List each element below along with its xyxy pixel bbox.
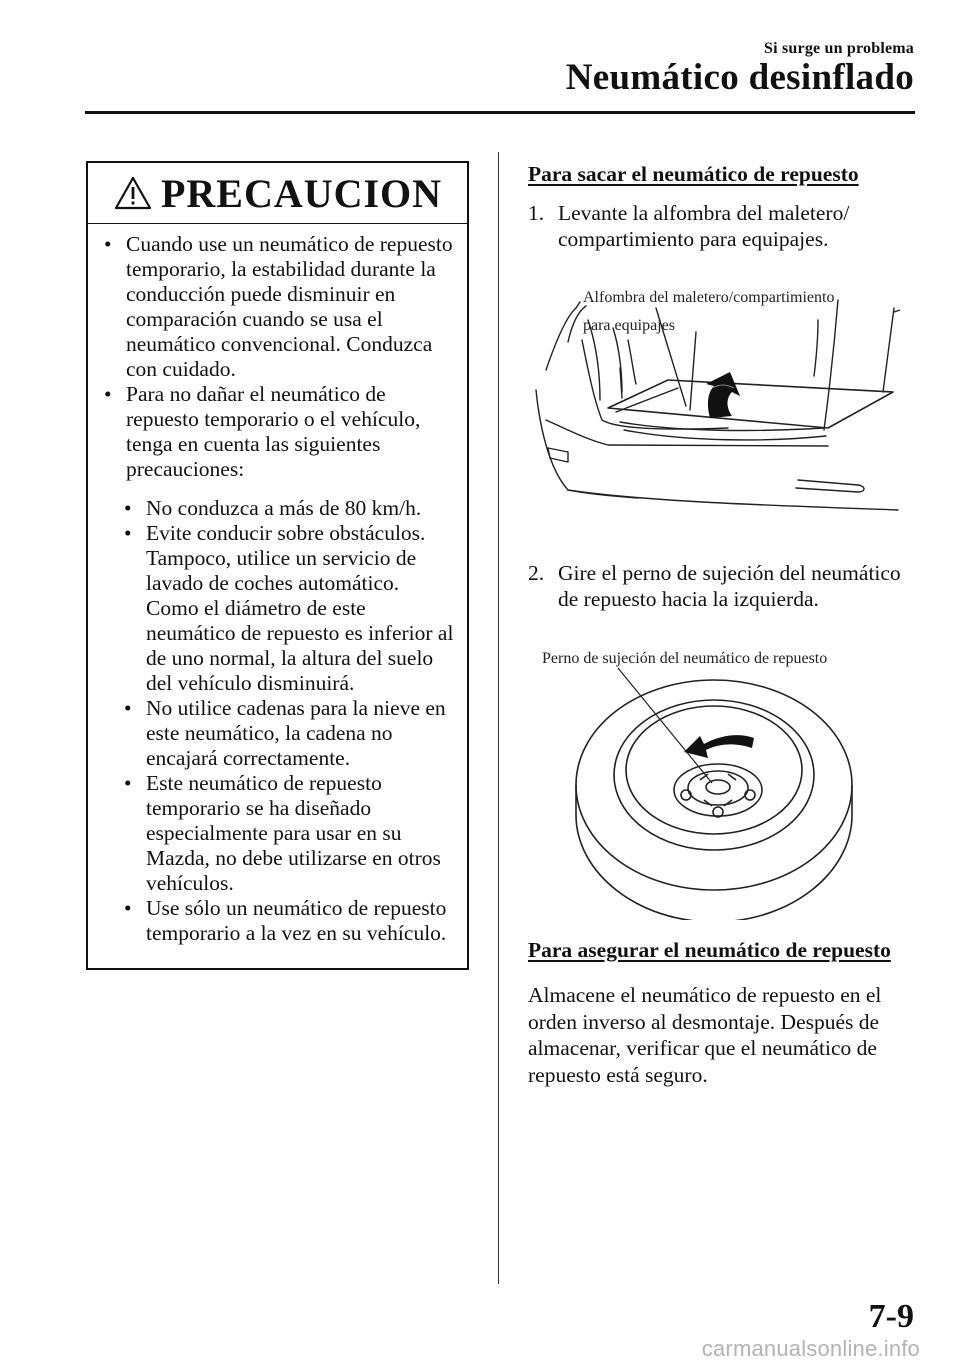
warning-sub-bullet-list [104, 496, 457, 946]
page-number: 7-9 [868, 1298, 914, 1335]
warning-body [88, 224, 467, 946]
spare-tire-illustration [528, 640, 908, 920]
warning-sub-bullet: • Evite conducir sobre obstáculos. Tampoco, utilice un servicio de lavado de coches automático. Como el diámetro de este neumático de repuesto es inferior al de uno normal, la altura del suelo del vehículo disminuirá. [124, 521, 454, 695]
step-1 [528, 200, 923, 252]
bolt-callout: Perno de sujeción del neumático de repuesto [542, 650, 828, 667]
section-label: Si surge un problema [764, 40, 914, 57]
warning-bullet-list [104, 232, 457, 482]
secure-heading: Para asegurar el neumático de repuesto [528, 938, 891, 962]
step-1-number: 1. [528, 201, 545, 225]
warning-sub-bullet: • Use sólo un neumático de repuesto temporario a la vez en su vehículo. [124, 896, 447, 945]
warning-sub-bullet: • No conduzca a más de 80 km/h. [124, 496, 422, 520]
warning-header [88, 163, 467, 224]
step-1-text: Levante la alfombra del maletero/ compartimiento para equipajes. [558, 201, 850, 251]
warning-sub-bullet: • Este neumático de repuesto temporario se ha diseñado especialmente para usar en su Mazda, no debe utilizarse en otros vehículos. [124, 771, 441, 895]
warning-title: PRECAUCION [160, 170, 443, 216]
warning-box [86, 161, 469, 970]
warning-bullet: • Cuando use un neumático de repuesto temporario, la estabilidad durante la conducción puede disminuir en comparación cuando se usa el neumático convencional. Conduzca con cuidado. [104, 232, 453, 381]
step-2 [528, 560, 923, 612]
column-divider [498, 152, 499, 1284]
remove-heading: Para sacar el neumático de repuesto [528, 162, 859, 186]
warning-triangle-icon [113, 175, 153, 211]
page-title: Neumático desinflado [565, 57, 914, 98]
warning-bullet: • Para no dañar el neumático de repuesto temporario o el vehículo, tenga en cuenta las siguientes precauciones: [104, 382, 421, 481]
header-rule [85, 111, 915, 114]
step-2-number: 2. [528, 561, 545, 585]
step-2-text: Gire el perno de sujeción del neumático de repuesto hacia la izquierda. [558, 561, 901, 611]
watermark: carmanualsonline.info [701, 1336, 920, 1361]
trunk-callout-line1: Alfombra del maletero/compartimiento [583, 289, 835, 306]
trunk-illustration [528, 280, 908, 530]
trunk-callout-line2: para equipajes [583, 317, 675, 334]
warning-sub-bullet: • No utilice cadenas para la nieve en este neumático, la cadena no encajará correctamente. [124, 696, 446, 770]
secure-paragraph: Almacene el neumático de repuesto en el orden inverso al desmontaje. Después de almacenar, verificar que el neumático de repuesto está seguro. [528, 983, 882, 1087]
